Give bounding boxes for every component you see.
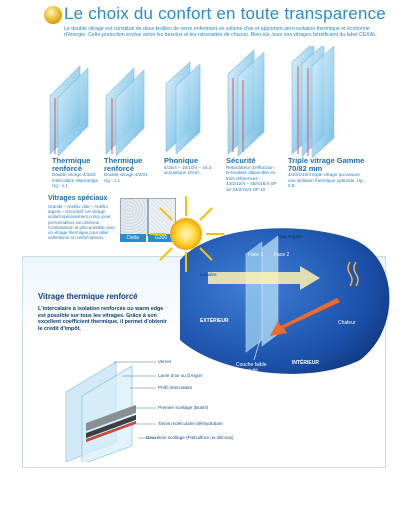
- glazing-name: Thermique renforcé: [52, 156, 91, 173]
- glazing-name: Phonique: [164, 156, 199, 165]
- label-face1: Face 1: [248, 252, 264, 258]
- glazing-item-2: [104, 157, 152, 183]
- part-label: Deuxième scellage (Polisulfure ou silicone): [146, 435, 234, 440]
- leader-lines: [110, 358, 160, 468]
- part-label: Lame d'air ou d'Argon: [158, 373, 203, 378]
- part-label: Verres: [158, 359, 172, 364]
- part-label: Premier scellage (Butiril): [158, 405, 209, 410]
- label-gas: Gaz Argon: [278, 234, 302, 239]
- thermal-title: Vitrage thermique renforcé: [38, 292, 138, 301]
- swatch-label: Delta: [120, 234, 146, 242]
- label-face2: Face 2: [274, 252, 290, 258]
- thermal-text: L'intercalaire à isolation renforcée ou warm edge est possible sur tous les vitrages. Grâce à son excellent coefficient thermique, il permet d'obtenir le crédit d'impôt.: [38, 306, 167, 332]
- glass-pane-triple: [292, 46, 334, 158]
- glazing-desc: Double vitrage 4/16/4 intercalaire Warmedge Ug : 1,1: [52, 172, 99, 189]
- label-heat: Chaleur: [338, 320, 356, 326]
- label-exterior: EXTÉRIEUR: [200, 318, 229, 324]
- label-interior: INTÉRIEUR: [292, 360, 319, 366]
- glazing-name: Sécurité: [226, 156, 256, 165]
- glazing-item-3: [164, 157, 216, 176]
- glazing-desc: 4/10/4/10/4 triple vitrage qui assure une isolation thermique optimale. Ug : 0,8: [288, 172, 366, 189]
- special-title: Vitrages spéciaux: [48, 195, 108, 202]
- glass-pane-thermique-2: [106, 68, 144, 156]
- special-text: Granité – Antélio clair – Antélio argent – Décoratif. Un vitrage isolant spécialement conçu pour personnaliser son intérieur. Combinaison la plus possible avec un vitrage thermique pour allier esthétisme et confort absolu.: [48, 204, 116, 241]
- thermal-diagram: [150, 190, 400, 380]
- glazing-item-5: [288, 157, 368, 189]
- glazing-name: Triple vitrage Gamme 70/82 mm: [288, 156, 365, 173]
- glass-pane-thermique-1: [50, 66, 88, 156]
- page-title: Le choix du confort en toute transparence: [64, 4, 386, 23]
- logo-icon: [44, 6, 62, 24]
- glazing-name: Thermique renforcé: [104, 156, 143, 173]
- glazing-item-1: [52, 157, 100, 189]
- sky-shape: [180, 228, 389, 374]
- glass-pane-phonique: [166, 62, 200, 154]
- label-coating: Couche faible émissivité: [236, 362, 267, 374]
- intro-paragraph: Le double vitrage est constitué de deux feuilles de verre enfermant un volume d'air et apportant ainsi isolation thermique et économie d'énergie. Cette protection évolue selon les besoins et les nécessités de chacun. Bien sûr, tous nos vitrages bénéficient du label CEKAL.: [64, 26, 378, 39]
- glazing-item-4: [226, 157, 280, 192]
- glass-face-1: [246, 242, 262, 352]
- label-light: Lumière: [200, 272, 217, 277]
- part-label: Profil intercalaire: [158, 385, 193, 390]
- glazing-desc: Retardateur d'effraction bi-feuilleté disponible en trois références : 44/2/12/4 – 48/x/16/4 SP 10 44/2/16/4 SP 10: [226, 164, 277, 192]
- part-label: Tamis moléculaire déshydratant: [158, 421, 223, 426]
- swatch-label: G200: [148, 234, 174, 242]
- glass-pane-securite: [228, 50, 264, 156]
- glazing-illustration: [40, 46, 370, 158]
- glazing-desc: Double vitrage 4/20/4 Ug : 1,1: [104, 172, 148, 183]
- swatch-delta: [120, 198, 148, 236]
- glazing-desc: 6/16/4 – 10/10/4 – 44.2 acoustique 10/10: [164, 164, 212, 176]
